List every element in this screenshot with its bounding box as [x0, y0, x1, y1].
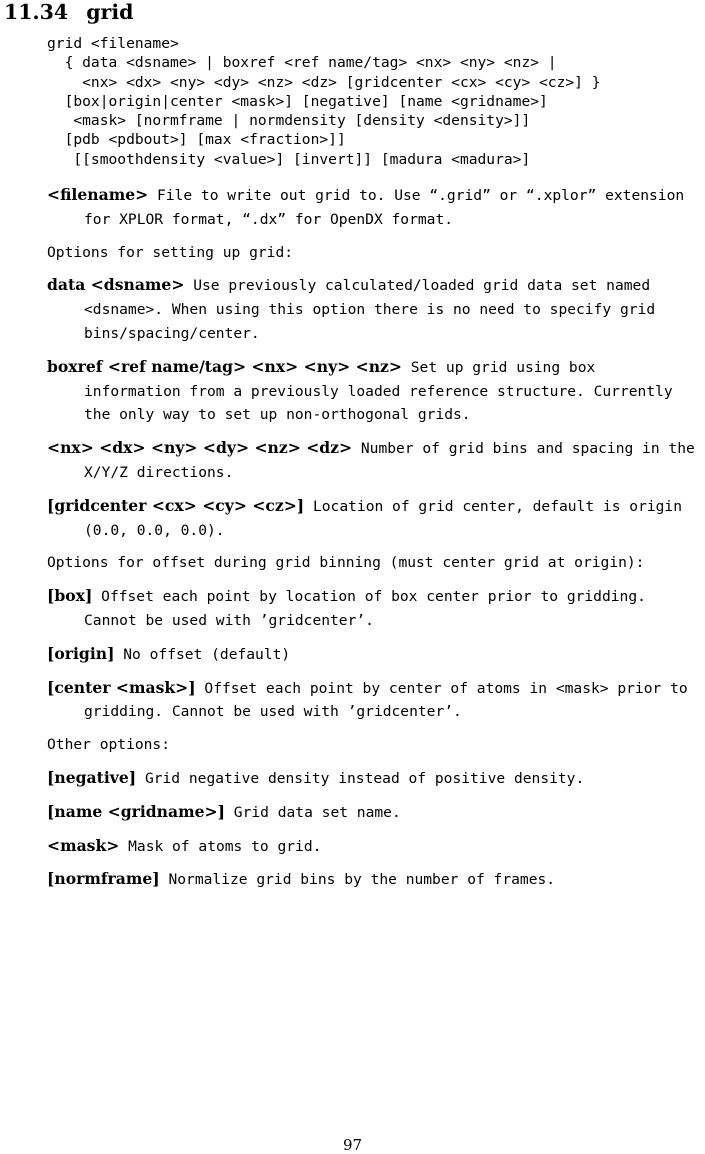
- option-description: Offset each point by center of atoms in <mask> prior to gridding. Cannot be used with ’gridcenter’.: [84, 679, 688, 721]
- option-entry-center: [47, 676, 697, 725]
- paragraph-text: Options for offset during grid binning (must center grid at origin):: [47, 554, 645, 572]
- option-description: Set up grid using box information from a previously loaded reference structure. Currently the only way to set up non-orthogonal grids.: [84, 358, 673, 424]
- option-entry-box: [47, 584, 697, 633]
- option-entry-negative: [47, 766, 697, 791]
- option-description: Use previously calculated/loaded grid data set named <dsname>. When using this option there is no need to specify grid bins/spacing/center.: [84, 277, 656, 343]
- option-description: Location of grid center, default is origin (0.0, 0.0, 0.0).: [84, 497, 683, 539]
- option-entry-mask: [47, 834, 697, 859]
- paragraph-other-options: [47, 733, 697, 757]
- synopsis-line: grid <filename>: [47, 35, 179, 52]
- option-description: Grid data set name.: [233, 803, 401, 821]
- section-title: grid: [86, 0, 134, 24]
- option-term: [origin]: [47, 643, 115, 663]
- option-description: No offset (default): [123, 645, 291, 663]
- option-entry-name: [47, 800, 697, 825]
- option-term: <mask>: [47, 835, 120, 855]
- option-term: data <dsname>: [47, 275, 185, 295]
- option-entry-normframe: [47, 867, 697, 892]
- page-number: 97: [342, 1136, 363, 1154]
- paragraph-text: Other options:: [47, 736, 171, 754]
- paragraph-text: Options for setting up grid:: [47, 243, 294, 261]
- option-entry-boxref: [47, 355, 697, 427]
- synopsis-line: <nx> <dx> <ny> <dy> <nz> <dz> [gridcenter <cx> <cy> <cz>] }: [47, 73, 601, 91]
- section-number: 11.34: [4, 0, 69, 24]
- option-description: Number of grid bins and spacing in the X/Y/Z directions.: [84, 440, 695, 482]
- document-body: [47, 34, 697, 901]
- command-synopsis: [47, 34, 697, 169]
- option-entry-bins: [47, 436, 697, 485]
- option-description: Grid negative density instead of positive density.: [144, 770, 585, 788]
- synopsis-line: [box|origin|center <mask>] [negative] [name <gridname>]: [47, 92, 548, 110]
- paragraph-grid-setup: [47, 241, 697, 265]
- synopsis-line: { data <dsname> | boxref <ref name/tag> <nx> <ny> <nz> |: [47, 54, 557, 72]
- option-entry-data: [47, 273, 697, 345]
- option-term: [gridcenter <cx> <cy> <cz>]: [47, 495, 305, 515]
- option-entry-gridcenter: [47, 494, 697, 543]
- synopsis-line: <mask> [normframe | normdensity [density <density>]]: [47, 112, 531, 130]
- option-term: <nx> <dx> <ny> <dy> <nz> <dz>: [47, 438, 353, 458]
- option-term: boxref <ref name/tag> <nx> <ny> <nz>: [47, 356, 402, 376]
- option-entry-origin: [47, 642, 697, 667]
- page-title: [4, 0, 133, 24]
- synopsis-line: [pdb <pdbout>] [max <fraction>]]: [47, 131, 346, 149]
- option-description: File to write out grid to. Use “.grid” or “.xplor” extension for XPLOR format, “.dx” for OpenDX format.: [84, 187, 685, 228]
- option-description: Normalize grid bins by the number of frames.: [168, 871, 556, 889]
- option-entry-filename: [47, 183, 697, 232]
- paragraph-offset-options: [47, 551, 697, 575]
- option-description: Offset each point by location of box center prior to gridding. Cannot be used with ’gridcenter’.: [84, 588, 646, 630]
- option-term: [box]: [47, 586, 93, 606]
- option-term: <filename>: [47, 185, 149, 205]
- option-term: [negative]: [47, 768, 137, 788]
- option-term: [center <mask>]: [47, 677, 196, 697]
- synopsis-line: [[smoothdensity <value>] [invert]] [madura <madura>]: [47, 150, 531, 168]
- option-description: Mask of atoms to grid.: [128, 837, 322, 855]
- option-term: [normframe]: [47, 869, 160, 889]
- option-term: [name <gridname>]: [47, 801, 225, 821]
